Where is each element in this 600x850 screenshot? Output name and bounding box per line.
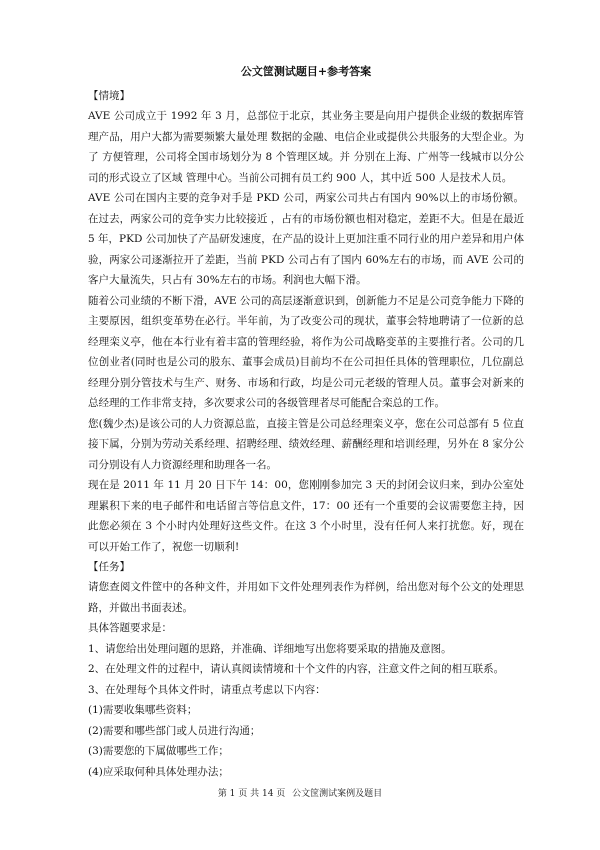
- sub-point-3: (3)需要您的下属做哪些工作；: [88, 745, 229, 757]
- situation-paragraph-3: 随着公司业绩的不断下滑，AVE 公司的高层逐渐意识到，创新能力不足是公司竞争能力下降的主要原因，组织变革势在必行。半年前，为了改变公司的现状，董事会特地聘请了一位新的总经理栾义亭，他在本行业有着丰富的管理经验，将作为公司战略变革的主要推行者。公司的几位创业者(同时也是公司的股东、董事会成员)目前均不在公司担任具体的管理职位，几位副总经理分别分管技术与生产、财务、市场和行政，均是公司元老级的管理人员。董事会对新来的总经理的工作非常支持，多次要求公司的各级管理者尽可能配合栾总的工作。: [88, 294, 524, 409]
- page-footer: [0, 786, 600, 799]
- page-number: 第 1 页 共 14 页: [217, 789, 286, 799]
- sub-point-4: (4)应采取何种具体处理办法；: [88, 765, 229, 778]
- requirement-item-2: 2、在处理文件的过程中，请认真阅读情境和十个文件的内容，注意文件之间的相互联系。: [88, 663, 505, 675]
- sub-point-1: (1)需要收集哪些资料；: [88, 704, 198, 716]
- situation-paragraph-4: 您(魏少杰)是该公司的人力资源总监，直接主管是公司总经理栾义亭，您在公司总部有 5 位直接下属，分别为劳动关系经理、招聘经理、绩效经理、薪酬经理和培训经理，另外在 8 家分公司分别设有人力资源经理和助理各一名。: [88, 417, 524, 471]
- situation-header: 【情境】: [88, 90, 130, 102]
- situation-paragraph-5: 现在是 2011 年 11 月 20 日下午 14：00，您刚刚参加完 3 天的封闭会议归来，到办公室处理累积下来的电子邮件和电话留言等信息文件，17：00 还有一个重要的会议需要您主持，因此您必须在 3 个小时内处理好这些文件。在这 3 个小时里，没有任何人来打扰您。好，现在可以开始工作了，祝您一切顺利!: [88, 479, 524, 553]
- requirement-item-1: 1、请您给出处理问题的思路，并准确、详细地写出您将要采取的措施及意图。: [88, 642, 452, 655]
- requirement-item-3: 3、在处理每个具体文件时，请重点考虑以下内容：: [88, 683, 326, 696]
- situation-paragraph-1: AVE 公司成立于 1992 年 3 月，总部位于北京，其业务主要是向用户提供企业级的数据库管理产品，用户大都为需要频繁大量处理 数据的金融、电信企业或提供公共服务的大型企业。为了 方便管理，公司将全国市场划分为 8 个管理区域。并 分别在上海、广州等一线城市以分公司的形式设立了区域 管理中心。当前公司拥有员工约 900 人，其中近 500 人是技术人员。: [88, 110, 524, 184]
- task-header: 【任务】: [88, 561, 130, 573]
- sub-point-2: (2)需要和哪些部门或人员进行沟通；: [88, 724, 261, 737]
- document-title: 公文筐测试题目+参考答案: [240, 65, 372, 78]
- footer-doc-name: 公文筐测试案例及题目: [292, 789, 383, 799]
- document-body: [88, 64, 524, 782]
- task-paragraph: 请您查阅文件筐中的各种文件，并用如下文件处理列表作为样例，给出您对每个公文的处理思路，并做出书面表述。: [88, 581, 524, 614]
- situation-paragraph-2: AVE 公司在国内主要的竞争对手是 PKD 公司，两家公司共占有国内 90%以上的市场份额。在过去，两家公司的竞争实力比较接近 ，占有的市场份额也相对稳定，差距不大。但是在最近 5 年，PKD 公司加快了产品研发速度，在产品的设计上更加注重不同行业的用户差异和用户体验，两家公司逐渐拉开了差距，当前 PKD 公司占有了国内 60%左右的市场，而 AVE 公司的客户大量流失，只占有 30%左右的市场。利润也大幅下滑。: [88, 192, 524, 286]
- requirements-intro: 具体答题要求是：: [88, 622, 172, 634]
